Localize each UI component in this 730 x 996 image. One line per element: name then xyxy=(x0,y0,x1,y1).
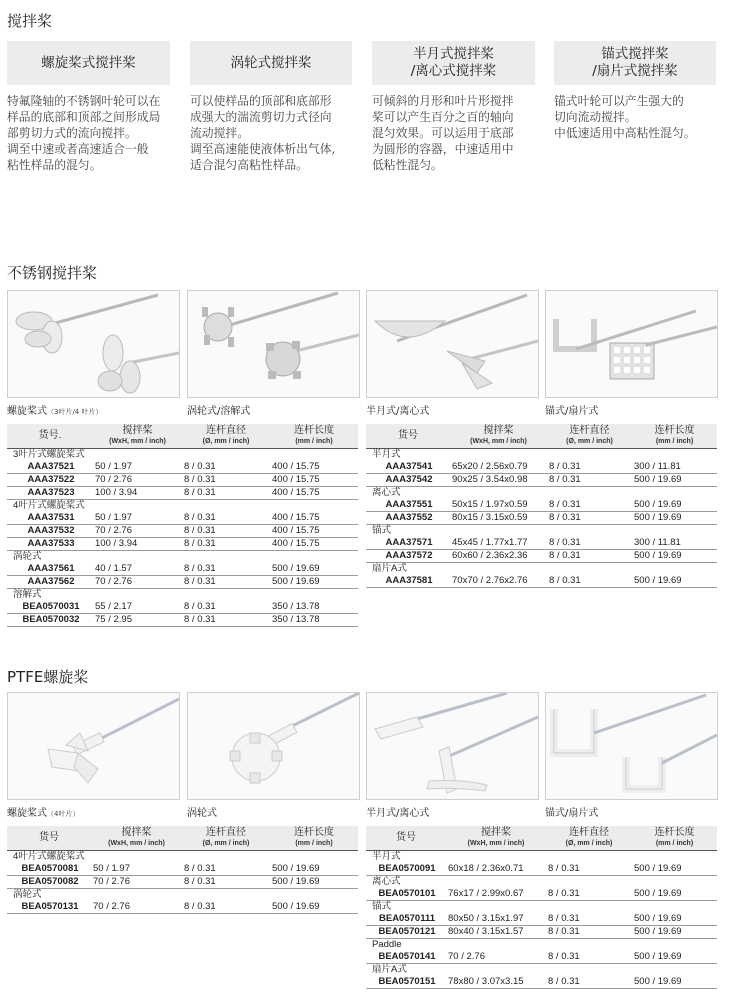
header-label: 搅拌桨 xyxy=(483,424,514,436)
ptfe-anchor-photo xyxy=(545,692,718,800)
cell-shaft-diameter: 8 / 0.31 xyxy=(547,499,632,512)
table-row xyxy=(366,976,717,989)
cell-shaft-length: 400 / 15.75 xyxy=(270,487,358,500)
ptfe-spec-table-right xyxy=(366,826,717,989)
type-title: 涡轮式搅拌桨 xyxy=(230,54,312,71)
cell-shaft-length: 500 / 19.69 xyxy=(632,575,717,588)
desc-line: 适合混匀高粘性样品。 xyxy=(190,158,308,172)
table-row xyxy=(366,926,717,939)
group-label: 涡轮式 xyxy=(13,889,42,900)
table-row xyxy=(366,575,717,588)
table-group-row xyxy=(366,563,717,576)
desc-line: 调至高速能使液体析出气体, xyxy=(190,142,336,156)
ss-caption-propeller xyxy=(7,402,103,417)
caption-main: 锚式/扇片式 xyxy=(545,406,599,417)
table-row xyxy=(366,951,717,964)
col-shaft-length xyxy=(270,826,358,851)
halfmoon-illustration xyxy=(367,291,538,397)
header-label: 连杆直径 xyxy=(206,424,246,436)
desc-line: 可以使样品的顶部和底部形 xyxy=(190,94,332,108)
cell-shaft-diameter: 8 / 0.31 xyxy=(182,876,270,889)
table-row xyxy=(7,876,358,889)
group-label: 离心式 xyxy=(372,876,401,887)
table-header-row xyxy=(7,424,358,449)
cell-shaft-diameter: 8 / 0.31 xyxy=(546,926,632,939)
cell-code: AAA37542 xyxy=(366,474,450,487)
table-group-row xyxy=(7,500,358,513)
ptfe-spec-table-left xyxy=(7,826,358,914)
cell-blade: 70 / 2.76 xyxy=(446,951,546,964)
caption-main: 螺旋桨式 xyxy=(7,406,47,417)
type-desc-halfmoon xyxy=(372,93,544,173)
cell-shaft-diameter: 8 / 0.31 xyxy=(182,576,270,589)
caption-main: 锚式/扇片式 xyxy=(545,808,599,819)
desc-line: 中低速适用中高粘性混匀。 xyxy=(554,126,696,140)
header-unit: (WxH, mm / inch) xyxy=(108,839,165,847)
header-label: 连杆直径 xyxy=(206,826,246,838)
cell-blade: 60x60 / 2.36x2.36 xyxy=(450,550,547,563)
desc-line: 切向流动搅拌。 xyxy=(554,110,637,124)
header-label: 连杆直径 xyxy=(569,826,609,838)
table-row xyxy=(366,512,717,525)
cell-code: BEA0570141 xyxy=(366,951,446,964)
cell-code: BEA0570111 xyxy=(366,913,446,926)
header-label: 连杆直径 xyxy=(569,424,610,436)
cell-blade: 70 / 2.76 xyxy=(93,525,182,538)
table-row xyxy=(7,563,358,576)
col-code xyxy=(366,424,450,449)
cell-blade: 50 / 1.97 xyxy=(93,461,182,474)
col-shaft-length xyxy=(632,826,717,851)
header-unit: (mm / inch) xyxy=(295,839,333,847)
cell-code: AAA37552 xyxy=(366,512,450,525)
cell-shaft-diameter: 8 / 0.31 xyxy=(546,888,632,901)
cell-shaft-length: 500 / 19.69 xyxy=(632,951,717,964)
table-header-row xyxy=(366,826,717,851)
cell-code: BEA0570151 xyxy=(366,976,446,989)
header-unit: (mm / inch) xyxy=(655,437,694,445)
cell-code: BEA0570091 xyxy=(366,863,446,876)
desc-line: 锚式叶轮可以产生强大的 xyxy=(554,94,684,108)
ss-caption-turbine xyxy=(187,402,250,417)
group-label: 扇片A式 xyxy=(372,563,407,574)
table-group-row xyxy=(366,487,717,500)
cell-shaft-diameter: 8 / 0.31 xyxy=(547,550,632,563)
caption-main: 半月式/离心式 xyxy=(366,808,430,819)
cell-code: AAA37533 xyxy=(7,538,93,551)
cell-blade: 70 / 2.76 xyxy=(91,876,182,889)
header-unit: (WxH, mm / inch) xyxy=(467,839,525,847)
cell-code: AAA37532 xyxy=(7,525,93,538)
cell-blade: 76x17 / 2.99x0.67 xyxy=(446,888,546,901)
type-desc-propeller xyxy=(7,93,179,173)
col-blade xyxy=(93,424,182,449)
group-label: 4叶片式螺旋桨式 xyxy=(13,851,85,862)
col-blade xyxy=(446,826,546,851)
table-group-row xyxy=(366,876,717,889)
group-label: 半月式 xyxy=(372,449,401,460)
table-group-row xyxy=(7,589,358,602)
col-shaft-diameter xyxy=(547,424,632,449)
cell-code: BEA0570101 xyxy=(366,888,446,901)
header-unit: (WxH, mm / inch) xyxy=(109,437,166,445)
caption-sub: （4叶片） xyxy=(47,810,80,818)
cell-code: BEA0570031 xyxy=(7,601,93,614)
group-label: 锚式 xyxy=(372,901,392,912)
page-title: 搅拌桨 xyxy=(7,12,53,30)
cell-blade: 70 / 2.76 xyxy=(93,576,182,589)
group-label: 4叶片式螺旋桨式 xyxy=(13,500,85,511)
ss-halfmoon-photo xyxy=(366,290,539,398)
table-group-row xyxy=(366,449,717,462)
ptfe-caption-anchor xyxy=(545,804,598,819)
col-shaft-diameter xyxy=(546,826,632,851)
ptfe-caption-propeller xyxy=(7,804,79,819)
table-group-row xyxy=(7,889,358,902)
header-label: 搅拌桨 xyxy=(122,424,153,436)
ss-spec-table-right xyxy=(366,424,717,588)
cell-shaft-length: 500 / 19.69 xyxy=(270,901,358,914)
col-blade xyxy=(450,424,547,449)
table-group-row xyxy=(366,901,717,914)
table-row xyxy=(366,550,717,563)
col-blade xyxy=(91,826,182,851)
desc-line: 成强大的湍流剪切力式径向 xyxy=(190,110,332,124)
col-shaft-length xyxy=(270,424,358,449)
cell-shaft-diameter: 8 / 0.31 xyxy=(546,951,632,964)
ptfe-halfmoon-illustration xyxy=(367,693,538,799)
cell-shaft-diameter: 8 / 0.31 xyxy=(547,575,632,588)
ss-caption-anchor xyxy=(545,402,598,417)
ss-spec-table-left xyxy=(7,424,358,627)
cell-blade: 90x25 / 3.54x0.98 xyxy=(450,474,547,487)
col-shaft-diameter xyxy=(182,424,270,449)
desc-line: 特氟隆轴的不锈钢叶轮可以在 xyxy=(7,94,161,108)
table-row xyxy=(366,537,717,550)
header-unit: (mm / inch) xyxy=(655,839,694,847)
cell-blade: 70 / 2.76 xyxy=(93,474,182,487)
type-desc-anchor xyxy=(554,93,724,141)
table-row xyxy=(366,499,717,512)
header-label: 货号 xyxy=(398,430,418,441)
caption-main: 涡轮式 xyxy=(187,808,217,819)
desc-line: 桨可以产生百分之百的轴向 xyxy=(372,110,514,124)
cell-blade: 80x50 / 3.15x1.97 xyxy=(446,913,546,926)
group-label: 半月式 xyxy=(372,851,401,862)
table-row xyxy=(7,576,358,589)
cell-shaft-length: 500 / 19.69 xyxy=(270,576,358,589)
cell-shaft-length: 500 / 19.69 xyxy=(632,926,717,939)
cell-code: AAA37581 xyxy=(366,575,450,588)
table-row xyxy=(7,538,358,551)
cell-blade: 45x45 / 1.77x1.77 xyxy=(450,537,547,550)
cell-code: AAA37571 xyxy=(366,537,450,550)
cell-shaft-diameter: 8 / 0.31 xyxy=(182,601,270,614)
cell-shaft-length: 400 / 15.75 xyxy=(270,474,358,487)
cell-blade: 80x15 / 3.15x0.59 xyxy=(450,512,547,525)
type-box-turbine xyxy=(190,41,352,85)
header-label: 连杆长度 xyxy=(294,424,334,436)
cell-shaft-length: 500 / 19.69 xyxy=(632,976,717,989)
desc-line: 调至中速或者高速适合一般 xyxy=(7,142,149,156)
table-row xyxy=(7,525,358,538)
header-label: 连杆长度 xyxy=(654,424,695,436)
cell-shaft-diameter: 8 / 0.31 xyxy=(182,512,270,525)
cell-blade: 78x80 / 3.07x3.15 xyxy=(446,976,546,989)
group-label: 3叶片式螺旋桨式 xyxy=(13,449,85,460)
cell-blade: 80x40 / 3.15x1.57 xyxy=(446,926,546,939)
type-desc-turbine xyxy=(190,93,362,173)
ss-caption-halfmoon xyxy=(366,402,429,417)
cell-blade: 70 / 2.76 xyxy=(91,901,182,914)
cell-shaft-diameter: 8 / 0.31 xyxy=(182,487,270,500)
cell-shaft-length: 350 / 13.78 xyxy=(270,601,358,614)
ptfe-section-title: PTFE螺旋桨 xyxy=(7,668,89,686)
cell-shaft-length: 400 / 15.75 xyxy=(270,461,358,474)
cell-shaft-length: 500 / 19.69 xyxy=(632,888,717,901)
group-label: Paddle xyxy=(372,939,402,950)
cell-shaft-length: 500 / 19.69 xyxy=(270,863,358,876)
cell-code: AAA37562 xyxy=(7,576,93,589)
table-row xyxy=(366,474,717,487)
table-group-row xyxy=(366,525,717,538)
table-group-row xyxy=(366,851,717,864)
header-unit: (WxH, mm / inch) xyxy=(470,437,527,445)
cell-shaft-diameter: 8 / 0.31 xyxy=(547,512,632,525)
table-group-row xyxy=(366,939,717,952)
cell-shaft-diameter: 8 / 0.31 xyxy=(547,474,632,487)
cell-shaft-length: 500 / 19.69 xyxy=(632,550,717,563)
cell-code: AAA37572 xyxy=(366,550,450,563)
cell-blade: 60x18 / 2.36x0.71 xyxy=(446,863,546,876)
group-label: 溶解式 xyxy=(13,589,42,600)
header-label: 连杆长度 xyxy=(654,826,695,838)
caption-main: 螺旋桨式 xyxy=(7,808,47,819)
cell-code: AAA37561 xyxy=(7,563,93,576)
ptfe-turbine-photo xyxy=(187,692,360,800)
cell-code: AAA37523 xyxy=(7,487,93,500)
cell-shaft-length: 500 / 19.69 xyxy=(632,499,717,512)
cell-shaft-diameter: 8 / 0.31 xyxy=(546,976,632,989)
desc-line: 混匀效果。可以运用于底部 xyxy=(372,126,514,140)
table-row xyxy=(7,487,358,500)
col-code xyxy=(7,826,91,851)
desc-line: 样品的底部和顶部之间形成局 xyxy=(7,110,161,124)
ptfe-propeller-illustration xyxy=(8,693,179,799)
type-box-anchor xyxy=(554,41,716,85)
table-row xyxy=(7,863,358,876)
cell-code: AAA37541 xyxy=(366,461,450,474)
group-label: 扇片A式 xyxy=(372,964,407,975)
cell-blade: 70x70 / 2.76x2.76 xyxy=(450,575,547,588)
header-unit: (mm / inch) xyxy=(295,437,333,445)
table-group-row xyxy=(7,551,358,564)
ptfe-anchor-illustration xyxy=(546,693,717,799)
col-code xyxy=(366,826,446,851)
table-row xyxy=(7,601,358,614)
cell-blade: 100 / 3.94 xyxy=(93,487,182,500)
type-title: 锚式搅拌桨 /扇片式搅拌桨 xyxy=(592,46,678,79)
col-shaft-length xyxy=(632,424,717,449)
cell-shaft-diameter: 8 / 0.31 xyxy=(547,461,632,474)
cell-code: AAA37551 xyxy=(366,499,450,512)
cell-shaft-diameter: 8 / 0.31 xyxy=(182,614,270,627)
header-label: 货号 xyxy=(396,832,416,843)
cell-shaft-length: 400 / 15.75 xyxy=(270,538,358,551)
anchor-illustration xyxy=(546,291,717,397)
cell-blade: 65x20 / 2.56x0.79 xyxy=(450,461,547,474)
cell-shaft-diameter: 8 / 0.31 xyxy=(182,563,270,576)
table-row xyxy=(366,863,717,876)
table-row xyxy=(366,461,717,474)
ptfe-caption-halfmoon xyxy=(366,804,429,819)
desc-line: 流动搅拌。 xyxy=(190,126,249,140)
ss-section-title: 不锈钢搅拌桨 xyxy=(7,264,98,282)
desc-line: 为圆形的容器，中速适用中 xyxy=(372,142,514,156)
table-row xyxy=(7,461,358,474)
table-group-row xyxy=(366,964,717,977)
header-unit: (Ø, mm / inch) xyxy=(202,437,250,445)
type-title: 半月式搅拌桨 /离心式搅拌桨 xyxy=(410,46,497,79)
type-box-propeller xyxy=(7,41,170,85)
ss-propeller-photo xyxy=(7,290,180,398)
cell-shaft-length: 400 / 15.75 xyxy=(270,525,358,538)
type-box-halfmoon xyxy=(372,41,535,85)
table-group-row xyxy=(7,851,358,864)
cell-shaft-diameter: 8 / 0.31 xyxy=(182,525,270,538)
desc-line: 低粘性混匀。 xyxy=(372,158,443,172)
desc-line: 可倾斜的月形和叶片形搅拌 xyxy=(372,94,514,108)
group-label: 离心式 xyxy=(372,487,401,498)
ptfe-caption-turbine xyxy=(187,804,217,819)
ss-turbine-photo xyxy=(187,290,360,398)
cell-code: BEA0570032 xyxy=(7,614,93,627)
cell-shaft-length: 500 / 19.69 xyxy=(270,876,358,889)
cell-blade: 50 / 1.97 xyxy=(93,512,182,525)
header-label: 货号 xyxy=(39,832,59,843)
ptfe-turbine-illustration xyxy=(188,693,359,799)
table-row xyxy=(7,474,358,487)
table-header-row xyxy=(366,424,717,449)
cell-blade: 75 / 2.95 xyxy=(93,614,182,627)
cell-shaft-diameter: 8 / 0.31 xyxy=(182,538,270,551)
cell-code: BEA0570081 xyxy=(7,863,91,876)
cell-blade: 50x15 / 1.97x0.59 xyxy=(450,499,547,512)
header-unit: (Ø, mm / inch) xyxy=(565,839,613,847)
header-unit: (Ø, mm / inch) xyxy=(202,839,250,847)
col-shaft-diameter xyxy=(182,826,270,851)
desc-line: 部剪切力式的流向搅拌。 xyxy=(7,126,137,140)
header-unit: (Ø, mm / inch) xyxy=(566,437,613,445)
ptfe-propeller-photo xyxy=(7,692,180,800)
header-label: 连杆长度 xyxy=(294,826,334,838)
cell-shaft-diameter: 8 / 0.31 xyxy=(547,537,632,550)
type-title: 螺旋桨式搅拌桨 xyxy=(41,54,136,71)
ss-anchor-photo xyxy=(545,290,718,398)
table-header-row xyxy=(7,826,358,851)
cell-shaft-diameter: 8 / 0.31 xyxy=(182,474,270,487)
cell-shaft-length: 500 / 19.69 xyxy=(632,913,717,926)
cell-shaft-length: 300 / 11.81 xyxy=(632,537,717,550)
cell-shaft-diameter: 8 / 0.31 xyxy=(546,913,632,926)
cell-shaft-length: 400 / 15.75 xyxy=(270,512,358,525)
table-row xyxy=(366,888,717,901)
cell-code: AAA37531 xyxy=(7,512,93,525)
table-row xyxy=(7,614,358,627)
caption-main: 半月式/离心式 xyxy=(366,406,430,417)
col-code xyxy=(7,424,93,449)
header-label: 搅拌桨 xyxy=(481,826,511,838)
cell-code: BEA0570082 xyxy=(7,876,91,889)
desc-line: 粘性样品的混匀。 xyxy=(7,158,102,172)
cell-shaft-length: 500 / 19.69 xyxy=(632,512,717,525)
cell-shaft-length: 300 / 11.81 xyxy=(632,461,717,474)
table-row xyxy=(7,512,358,525)
table-row xyxy=(7,901,358,914)
cell-blade: 50 / 1.97 xyxy=(91,863,182,876)
group-label: 锚式 xyxy=(372,525,392,536)
cell-code: BEA0570131 xyxy=(7,901,91,914)
cell-shaft-diameter: 8 / 0.31 xyxy=(182,461,270,474)
cell-shaft-length: 500 / 19.69 xyxy=(632,474,717,487)
ptfe-halfmoon-photo xyxy=(366,692,539,800)
header-label: 货号. xyxy=(38,430,62,441)
cell-code: AAA37521 xyxy=(7,461,93,474)
cell-blade: 40 / 1.57 xyxy=(93,563,182,576)
cell-shaft-length: 500 / 19.69 xyxy=(632,863,717,876)
caption-main: 涡轮式/溶解式 xyxy=(187,406,251,417)
turbine-illustration xyxy=(188,291,359,397)
cell-shaft-length: 500 / 19.69 xyxy=(270,563,358,576)
header-label: 搅拌桨 xyxy=(121,826,152,838)
cell-blade: 100 / 3.94 xyxy=(93,538,182,551)
table-group-row xyxy=(7,449,358,462)
cell-code: AAA37522 xyxy=(7,474,93,487)
cell-shaft-length: 350 / 13.78 xyxy=(270,614,358,627)
caption-sub: （3叶片/4 叶片） xyxy=(47,408,103,416)
group-label: 涡轮式 xyxy=(13,551,42,562)
cell-blade: 55 / 2.17 xyxy=(93,601,182,614)
propeller-illustration xyxy=(8,291,179,397)
cell-shaft-diameter: 8 / 0.31 xyxy=(182,863,270,876)
table-row xyxy=(366,913,717,926)
cell-code: BEA0570121 xyxy=(366,926,446,939)
cell-shaft-diameter: 8 / 0.31 xyxy=(182,901,270,914)
cell-shaft-diameter: 8 / 0.31 xyxy=(546,863,632,876)
